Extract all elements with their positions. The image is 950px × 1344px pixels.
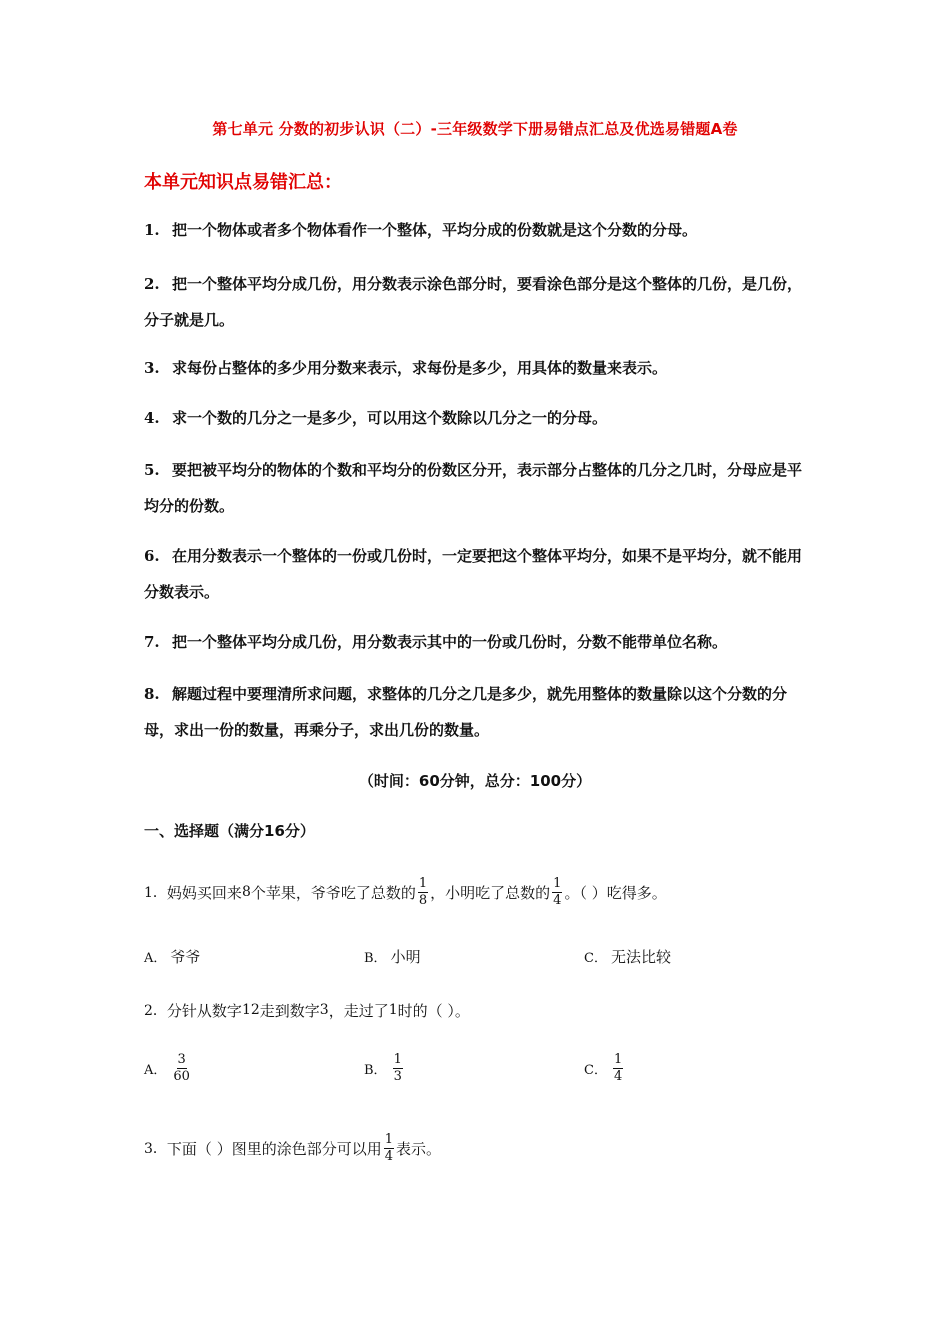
point-number: 6. [144, 547, 160, 565]
option-b [364, 1052, 405, 1085]
question-text: ，小明吃了总数的 [430, 883, 551, 902]
fraction-numerator: 1 [613, 1052, 623, 1067]
point-number: 2. [144, 275, 160, 293]
question-3 [144, 1128, 441, 1168]
question-number-value: 3 [319, 1002, 329, 1018]
point-number: 4. [144, 409, 160, 427]
fraction-numerator: 1 [393, 1052, 402, 1067]
fraction-denominator: 4 [613, 1069, 623, 1084]
fraction [172, 1052, 191, 1085]
fraction [613, 1052, 623, 1085]
question-text: 时的（ ）。 [397, 1001, 470, 1020]
fraction-denominator: 8 [418, 892, 428, 908]
option-text: 无法比较 [610, 948, 671, 966]
point-number: 7. [144, 633, 160, 651]
question-text: 个苹果，爷爷吃了总数的 [250, 883, 416, 902]
option-b [364, 946, 421, 967]
option-letter: C． [584, 951, 607, 966]
option-letter: B． [364, 1063, 387, 1078]
option-c [584, 1052, 625, 1085]
option-text: 小明 [390, 948, 421, 966]
point-text: 要把被平均分的物体的个数和平均分的份数区分开，表示部分占整体的几分之几时，分母应是平均分的份数。 [144, 461, 803, 515]
part-title: 一、选择题（满分16分） [144, 822, 315, 840]
question-text: 走到数字 [259, 1001, 320, 1020]
question-number-value: 1 [388, 1002, 398, 1018]
knowledge-point [144, 452, 814, 524]
point-text: 把一个整体平均分成几份，用分数表示其中的一份或几份时，分数不能带单位名称。 [172, 633, 728, 651]
document-title: 第七单元 分数的初步认识（二）-三年级数学下册易错点汇总及优选易错题A卷 [212, 120, 738, 138]
fraction-denominator: 3 [393, 1069, 402, 1084]
point-text: 求每份占整体的多少用分数来表示，求每份是多少，用具体的数量来表示。 [172, 359, 668, 377]
knowledge-point [144, 624, 814, 660]
fraction [384, 1132, 394, 1165]
fraction-denominator: 60 [173, 1069, 190, 1084]
option-letter: B． [364, 951, 387, 966]
question-number: 3． [144, 1141, 167, 1157]
knowledge-point [144, 676, 814, 748]
knowledge-point [144, 350, 814, 386]
question-text: 表示。 [395, 1139, 441, 1158]
point-text: 求一个数的几分之一是多少，可以用这个数除以几分之一的分母。 [172, 409, 608, 427]
question-1 [144, 872, 667, 912]
knowledge-point [144, 212, 814, 248]
option-c [584, 946, 671, 967]
question-text: 下面（ ）图里的涂色部分可以用 [166, 1139, 382, 1158]
point-text: 把一个物体或者多个物体看作一个整体，平均分成的份数就是这个分数的分母。 [172, 221, 698, 239]
point-number: 3. [144, 359, 160, 377]
question-text: 分针从数字 [166, 1001, 242, 1020]
fraction-numerator: 1 [553, 875, 562, 891]
option-letter: A． [144, 951, 167, 966]
fraction-denominator: 4 [384, 1148, 393, 1164]
fraction-numerator: 3 [177, 1052, 186, 1067]
question-text: 。（ ）吃得多。 [564, 883, 667, 902]
option-text: 爷爷 [170, 948, 201, 966]
question-text: 妈妈买回来 [166, 883, 242, 902]
knowledge-point [144, 538, 814, 610]
point-number: 8. [144, 685, 160, 703]
question-text: ，走过了 [328, 1001, 389, 1020]
option-a [144, 1052, 193, 1085]
fraction [393, 1052, 403, 1085]
fraction-numerator: 1 [418, 875, 428, 891]
point-number: 5. [144, 461, 160, 479]
knowledge-point [144, 266, 814, 338]
option-letter: C． [584, 1063, 607, 1078]
fraction-denominator: 4 [553, 892, 562, 908]
option-letter: A． [144, 1063, 167, 1078]
fraction-numerator: 1 [384, 1131, 393, 1147]
fraction [418, 876, 428, 909]
point-text: 把一个整体平均分成几份，用分数表示涂色部分时，要看涂色部分是这个整体的几份，是几份，分子就是几。 [144, 275, 803, 329]
point-text: 解题过程中要理清所求问题，求整体的几分之几是多少，就先用整体的数量除以这个分数的分母，求出一份的数量，再乘分子，求出几份的数量。 [144, 685, 788, 739]
question-2 [144, 998, 470, 1022]
knowledge-point [144, 400, 814, 436]
time-info: （时间：60分钟，总分：100分） [358, 772, 592, 790]
question-number: 1． [144, 885, 167, 901]
point-number: 1. [144, 221, 160, 239]
point-text: 在用分数表示一个整体的一份或几份时，一定要把这个整体平均分，如果不是平均分，就不能用分数表示。 [144, 547, 803, 601]
question-number-value: 8 [241, 884, 251, 900]
question-number: 2． [144, 1003, 167, 1019]
question-number-value: 12 [241, 1002, 260, 1018]
fraction [552, 876, 562, 909]
option-a [144, 946, 200, 967]
section-title: 本单元知识点易错汇总： [144, 172, 342, 193]
